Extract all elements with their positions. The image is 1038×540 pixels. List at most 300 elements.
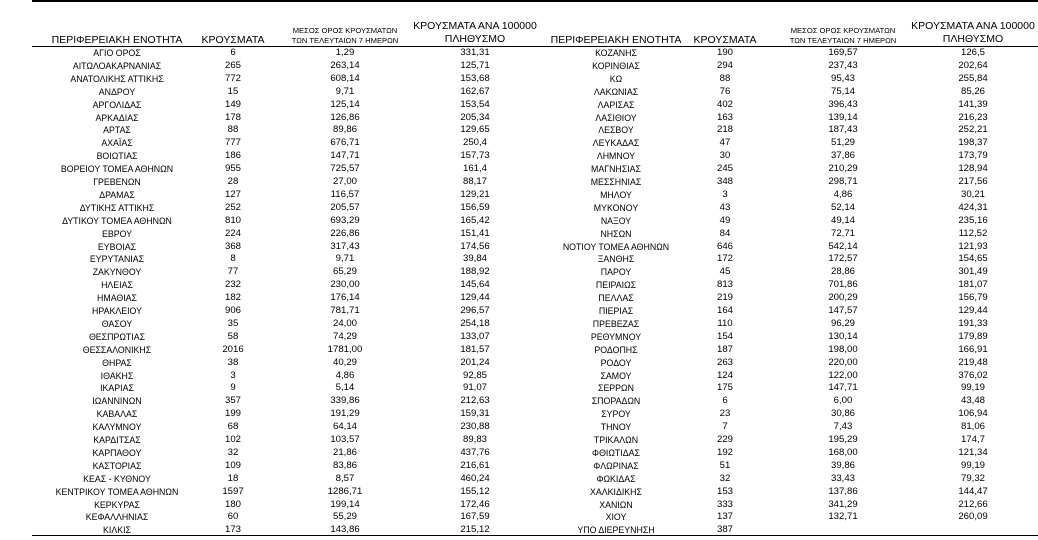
cases-cell: 163	[716, 111, 733, 123]
avg7-cell: 55,29	[332, 511, 357, 523]
cases-cell: 190	[716, 47, 733, 58]
cases-cell: 6	[230, 47, 236, 58]
header-avg7-left: ΜΕΣΟΣ ΟΡΟΣ ΚΡΟΥΣΜΑΤΩΝ ΤΩΝ ΤΕΛΕΥΤΑΙΩΝ 7 ΗΜΕΡΩΝ	[291, 26, 399, 45]
avg7-cell: 6,00	[833, 395, 853, 407]
cases-cell: 180	[224, 498, 241, 510]
avg7-cell: 65,29	[332, 266, 357, 278]
avg7-cell: 122,00	[828, 369, 858, 381]
region-cell: ΖΑΚΥΝΘΟΥ	[92, 267, 142, 278]
per100k-cell: 156,79	[958, 292, 988, 304]
cases-cell: 187	[716, 343, 733, 355]
avg7-cell: 125,14	[330, 98, 360, 110]
cases-cell: 906	[224, 305, 241, 316]
per100k-cell: 30,21	[960, 188, 985, 200]
region-cell: ΠΡΕΒΕΖΑΣ	[592, 318, 640, 329]
cases-cell: 30	[719, 150, 731, 162]
avg7-cell: 40,29	[332, 356, 357, 368]
table-row	[32, 357, 1038, 370]
region-cell: ΠΕΛΛΑΣ	[598, 293, 634, 304]
cases-cell: 23	[719, 408, 731, 420]
avg7-cell: 263,14	[330, 59, 360, 71]
per100k-cell: 153,68	[460, 72, 490, 84]
cases-cell: 102	[224, 434, 241, 445]
region-cell: ΒΟΡΕΙΟΥ ΤΟΜΕΑ ΑΘΗΝΩΝ	[60, 164, 174, 175]
avg7-cell: 198,00	[828, 343, 858, 355]
region-cell: ΜΥΚΟΝΟΥ	[593, 202, 639, 213]
region-cell: ΔΡΑΜΑΣ	[99, 189, 135, 200]
avg7-cell: 220,00	[828, 356, 858, 368]
per100k-cell: 172,46	[460, 498, 490, 510]
cases-cell: 1597	[222, 485, 244, 497]
region-cell: ΚΑΡΔΙΤΣΑΣ	[93, 435, 141, 445]
avg7-cell: 139,14	[828, 111, 858, 123]
region-cell: ΚΕΑΣ - ΚΥΘΝΟΥ	[83, 473, 151, 484]
cases-cell: 49	[719, 214, 731, 226]
table-row	[32, 473, 1038, 486]
cases-cell: 368	[224, 240, 241, 252]
cases-cell: 3	[230, 369, 236, 381]
region-cell: ΧΑΝΙΩΝ	[599, 499, 633, 510]
avg7-cell: 24,00	[332, 317, 357, 329]
region-cell: ΚΕΦΑΛΛΗΝΙΑΣ	[85, 512, 149, 523]
table-row	[32, 189, 1038, 202]
table-row	[32, 86, 1038, 99]
avg7-cell: 199,14	[330, 498, 360, 510]
per100k-cell: 91,07	[462, 382, 487, 394]
per100k-cell: 181,57	[460, 343, 490, 355]
cases-cell: 47	[719, 137, 731, 149]
avg7-cell: 226,86	[330, 227, 360, 239]
per100k-cell: 174,7	[960, 434, 985, 445]
per100k-cell: 296,57	[460, 305, 490, 316]
avg7-cell: 4,86	[335, 369, 355, 381]
cases-cell: 28	[227, 176, 239, 187]
per100k-cell: 121,93	[958, 240, 988, 252]
table-row	[32, 447, 1038, 460]
avg7-cell: 52,14	[830, 201, 855, 213]
per100k-cell: 424,31	[958, 201, 988, 213]
cases-cell: 810	[224, 214, 241, 226]
region-cell: ΣΥΡΟΥ	[601, 409, 631, 420]
cases-cell: 348	[716, 176, 733, 187]
per100k-cell: 165,42	[460, 214, 490, 226]
header-per100k-left: ΚΡΟΥΣΜΑΤΑ ΑΝΑ 100000 ΠΛΗΘΥΣΜΟ	[413, 20, 537, 45]
header-cases-right: ΚΡΟΥΣΜΑΤΑ	[693, 34, 757, 46]
cases-cell: 68	[227, 421, 239, 433]
avg7-cell: 39,86	[830, 459, 855, 471]
per100k-cell: 216,23	[958, 111, 988, 123]
region-cell: ΛΗΜΝΟΥ	[596, 151, 636, 162]
region-cell: ΠΕΙΡΑΙΩΣ	[595, 280, 637, 291]
avg7-cell: 27,00	[332, 176, 357, 187]
cases-cell: 58	[227, 330, 239, 342]
header-avg7-right: ΜΕΣΟΣ ΟΡΟΣ ΚΡΟΥΣΜΑΤΩΝ ΤΩΝ ΤΕΛΕΥΤΑΙΩΝ 7 ΗΜΕΡΩΝ	[789, 26, 897, 45]
table-row	[32, 47, 1038, 60]
region-cell: ΝΟΤΙΟΥ ΤΟΜΕΑ ΑΘΗΝΩΝ	[562, 241, 670, 252]
region-cell: ΡΕΘΥΜΝΟΥ	[590, 331, 642, 342]
cases-cell: 76	[719, 85, 731, 97]
table-row	[32, 382, 1038, 395]
avg7-cell: 542,14	[828, 240, 858, 252]
cases-cell: 45	[719, 266, 731, 278]
avg7-cell: 116,57	[330, 188, 360, 200]
cases-cell: 955	[224, 163, 241, 175]
avg7-cell: 147,71	[330, 150, 360, 162]
cases-cell: 88	[227, 124, 239, 136]
per100k-cell: 125,71	[460, 59, 490, 71]
table-row	[32, 202, 1038, 215]
cases-cell: 175	[716, 382, 733, 394]
region-cell: ΘΗΡΑΣ	[102, 357, 132, 368]
avg7-cell: 781,71	[330, 305, 360, 316]
cases-cell: 109	[224, 459, 241, 471]
table-row	[32, 499, 1038, 512]
per100k-cell: 205,34	[460, 111, 490, 123]
avg7-cell: 74,29	[332, 330, 357, 342]
per100k-cell: 129,65	[460, 124, 490, 136]
avg7-cell: 75,14	[830, 85, 855, 97]
region-cell: ΙΘΑΚΗΣ	[100, 370, 134, 381]
per100k-cell: 254,18	[460, 317, 490, 329]
avg7-cell: 676,71	[330, 137, 360, 149]
avg7-cell: 147,57	[828, 305, 858, 316]
table-row	[32, 292, 1038, 305]
per100k-cell: 154,65	[958, 253, 988, 265]
cases-cell: 182	[224, 292, 241, 304]
per100k-cell: 260,09	[958, 511, 988, 523]
region-cell: ΣΠΟΡΑΔΩΝ	[591, 396, 641, 407]
cases-cell: 813	[716, 279, 733, 291]
region-cell: ΤΡΙΚΑΛΩΝ	[593, 435, 639, 445]
cases-cell: 263	[716, 356, 733, 368]
table-row	[32, 73, 1038, 86]
cases-cell: 35	[227, 317, 239, 329]
cases-cell: 137	[716, 511, 733, 523]
avg7-cell: 64,14	[332, 421, 357, 433]
region-cell: ΣΕΡΡΩΝ	[598, 383, 634, 394]
table-row	[32, 305, 1038, 318]
avg7-cell: 143,86	[330, 524, 360, 536]
cases-cell: 60	[227, 511, 239, 523]
avg7-cell: 132,71	[828, 511, 858, 523]
avg7-cell: 30,86	[830, 408, 855, 420]
region-cell: ΠΑΡΟΥ	[600, 267, 632, 278]
avg7-cell: 169,57	[828, 47, 858, 58]
per100k-cell: 162,67	[460, 85, 490, 97]
cases-cell: 18	[227, 472, 239, 484]
avg7-cell: 147,71	[828, 382, 858, 394]
avg7-cell: 176,14	[330, 292, 360, 304]
region-cell: ΕΥΡΥΤΑΝΙΑΣ	[89, 254, 145, 265]
cases-cell: 265	[224, 59, 241, 71]
region-cell: ΑΡΚΑΔΙΑΣ	[95, 112, 139, 123]
avg7-cell: 341,29	[828, 498, 858, 510]
region-cell: ΕΒΡΟΥ	[101, 228, 133, 239]
per100k-cell: 191,33	[958, 317, 988, 329]
table-row	[32, 99, 1038, 112]
avg7-cell: 83,86	[332, 459, 357, 471]
region-cell: ΚΑΡΠΑΘΟΥ	[92, 447, 142, 458]
table-row	[32, 344, 1038, 357]
cases-cell: 110	[717, 317, 733, 329]
per100k-cell: 215,12	[460, 524, 490, 536]
avg7-cell: 168,00	[828, 446, 858, 458]
region-cell: ΦΩΚΙΔΑΣ	[596, 473, 636, 484]
cases-cell: 245	[716, 163, 733, 175]
avg7-cell: 200,29	[828, 292, 858, 304]
cases-cell: 9	[230, 382, 236, 394]
per100k-cell: 235,16	[958, 214, 988, 226]
per100k-cell: 301,49	[958, 266, 988, 278]
per100k-cell: 217,56	[958, 176, 988, 187]
avg7-cell: 172,57	[828, 253, 858, 265]
per100k-cell: 128,94	[958, 163, 988, 175]
cases-cell: 43	[719, 201, 731, 213]
cases-cell: 173	[224, 524, 241, 536]
region-cell: ΘΕΣΠΡΩΤΙΑΣ	[88, 331, 146, 342]
per100k-cell: 126,5	[960, 47, 985, 58]
avg7-cell: 693,29	[330, 214, 360, 226]
per100k-cell: 202,64	[958, 59, 988, 71]
avg7-cell: 28,86	[830, 266, 855, 278]
avg7-cell: 9,71	[335, 253, 355, 265]
per100k-cell: 99,19	[960, 382, 985, 394]
table-row	[32, 241, 1038, 254]
region-cell: ΘΑΣΟΥ	[101, 318, 133, 329]
cases-cell: 294	[716, 59, 733, 71]
cases-cell: 646	[716, 240, 733, 252]
per100k-cell: 159,31	[460, 408, 490, 420]
table-row	[32, 176, 1038, 189]
cases-cell: 192	[716, 446, 733, 458]
avg7-cell: 130,14	[828, 330, 858, 342]
per100k-cell: 198,37	[958, 137, 988, 149]
cases-cell: 387	[716, 524, 733, 536]
region-cell: ΔΥΤΙΚΗΣ ΑΤΤΙΚΗΣ	[79, 202, 155, 213]
cases-cell: 357	[224, 395, 241, 407]
per100k-cell: 460,24	[460, 472, 490, 484]
avg7-cell: 230,00	[330, 279, 360, 291]
per100k-cell: 167,59	[460, 511, 490, 523]
avg7-cell: 9,71	[335, 85, 355, 97]
avg7-cell: 187,43	[828, 124, 858, 136]
region-cell: ΚΟΖΑΝΗΣ	[595, 48, 637, 58]
region-cell: ΚΕΝΤΡΙΚΟΥ ΤΟΜΕΑ ΑΘΗΝΩΝ	[55, 486, 179, 497]
region-cell: ΝΗΣΩΝ	[600, 228, 632, 239]
region-cell: ΜΕΣΣΗΝΙΑΣ	[590, 177, 642, 187]
cases-cell: 777	[224, 137, 241, 149]
avg7-cell: 1781,00	[327, 343, 363, 355]
region-cell: ΛΑΣΙΘΙΟΥ	[595, 112, 637, 123]
cases-cell: 32	[719, 472, 731, 484]
region-cell: ΒΟΙΩΤΙΑΣ	[96, 151, 138, 162]
per100k-cell: 161,4	[462, 163, 487, 175]
per100k-cell: 174,56	[460, 240, 490, 252]
cases-cell: 232	[224, 279, 241, 291]
avg7-cell: 89,86	[332, 124, 357, 136]
table-row	[32, 421, 1038, 434]
table-row	[32, 395, 1038, 408]
per100k-cell: 133,07	[460, 330, 490, 342]
region-cell: ΚΕΡΚΥΡΑΣ	[94, 499, 140, 510]
region-cell: ΠΙΕΡΙΑΣ	[598, 306, 634, 316]
table-row	[32, 511, 1038, 524]
region-cell: ΔΥΤΙΚΟΥ ΤΟΜΕΑ ΑΘΗΝΩΝ	[62, 215, 172, 226]
header-cases-left: ΚΡΟΥΣΜΑΤΑ	[201, 34, 265, 46]
cases-cell: 219	[716, 292, 733, 304]
header-region-left: ΠΕΡΙΦΕΡΕΙΑΚΗ ΕΝΟΤΗΤΑ	[51, 34, 183, 46]
header-region-right: ΠΕΡΙΦΕΡΕΙΑΚΗ ΕΝΟΤΗΤΑ	[550, 34, 682, 46]
cases-cell: 333	[716, 498, 733, 510]
cases-cell: 229	[716, 434, 733, 445]
avg7-cell: 317,43	[330, 240, 360, 252]
region-cell: ΤΗΝΟΥ	[600, 422, 632, 433]
per100k-cell: 155,12	[460, 485, 490, 497]
cases-cell: 124	[716, 369, 733, 381]
region-cell: ΥΠΟ ΔΙΕΡΕΥΝΗΣΗ	[577, 525, 655, 536]
cases-cell: 252	[224, 201, 241, 213]
per100k-cell: 106,94	[958, 408, 988, 420]
avg7-cell: 33,43	[830, 472, 855, 484]
region-cell: ΕΥΒΟΙΑΣ	[97, 241, 137, 252]
cases-cell: 772	[224, 72, 241, 84]
avg7-cell: 137,86	[828, 485, 858, 497]
table-row	[32, 163, 1038, 176]
per100k-cell: 43,48	[960, 395, 985, 407]
cases-cell: 8	[230, 253, 236, 265]
per100k-cell: 141,39	[958, 98, 988, 110]
per100k-cell: 89,83	[462, 434, 487, 445]
bottom-border	[32, 535, 1038, 536]
table-row	[32, 253, 1038, 266]
region-cell: ΦΘΙΩΤΙΔΑΣ	[592, 447, 640, 458]
per100k-cell: 376,02	[958, 369, 988, 381]
avg7-cell: 205,57	[330, 201, 360, 213]
cases-cell: 199	[224, 408, 241, 420]
covid-table	[32, 0, 1038, 540]
cases-cell: 218	[716, 124, 733, 136]
table-row	[32, 370, 1038, 383]
table-row	[32, 150, 1038, 163]
region-cell: ΑΝΑΤΟΛΙΚΗΣ ΑΤΤΙΚΗΣ	[70, 73, 164, 84]
avg7-cell: 7,43	[833, 421, 853, 433]
per100k-cell: 79,32	[960, 472, 985, 484]
table-row	[32, 124, 1038, 137]
per100k-cell: 166,91	[958, 343, 988, 355]
top-border	[32, 0, 1038, 2]
cases-cell: 3	[722, 188, 728, 200]
per100k-cell: 88,17	[462, 176, 487, 187]
per100k-cell: 144,47	[958, 485, 988, 497]
region-cell: ΑΓΙΟ ΟΡΟΣ	[93, 48, 141, 58]
region-cell: ΚΑΒΑΛΑΣ	[96, 409, 138, 420]
cases-cell: 224	[224, 227, 241, 239]
avg7-cell: 396,43	[828, 98, 858, 110]
per100k-cell: 99,19	[960, 459, 985, 471]
cases-cell: 402	[716, 98, 733, 110]
region-cell: ΓΡΕΒΕΝΩΝ	[93, 177, 141, 187]
cases-cell: 88	[719, 72, 731, 84]
cases-cell: 51	[719, 459, 731, 471]
per100k-cell: 252,21	[958, 124, 988, 136]
per100k-cell: 92,85	[462, 369, 487, 381]
per100k-cell: 201,24	[460, 356, 490, 368]
cases-cell: 154	[716, 330, 733, 342]
region-cell: ΣΑΜΟΥ	[600, 370, 632, 381]
per100k-cell: 437,76	[460, 446, 490, 458]
avg7-cell: 1286,71	[327, 485, 363, 497]
cases-cell: 149	[224, 98, 241, 110]
avg7-cell: 4,86	[833, 188, 853, 200]
region-cell: ΚΩ	[609, 73, 623, 84]
table-row	[32, 331, 1038, 344]
region-cell: ΚΑΣΤΟΡΙΑΣ	[92, 460, 142, 471]
cases-cell: 172	[716, 253, 733, 265]
per100k-cell: 121,34	[958, 446, 988, 458]
region-cell: ΗΜΑΘΙΑΣ	[97, 293, 137, 304]
avg7-cell: 96,29	[830, 317, 855, 329]
per100k-cell: 216,61	[460, 459, 490, 471]
avg7-cell: 51,29	[830, 137, 855, 149]
avg7-cell: 237,43	[828, 59, 858, 71]
region-cell: ΡΟΔΟΥ	[600, 357, 632, 368]
table-row	[32, 215, 1038, 228]
region-cell: ΧΙΟΥ	[605, 512, 627, 523]
avg7-cell: 191,29	[330, 408, 360, 420]
avg7-cell: 210,29	[828, 163, 858, 175]
region-cell: ΚΑΛΥΜΝΟΥ	[92, 422, 142, 433]
region-cell: ΝΑΞΟΥ	[600, 215, 632, 226]
region-cell: ΑΡΤΑΣ	[103, 125, 131, 136]
table-row	[32, 60, 1038, 73]
table-row	[32, 434, 1038, 447]
cases-cell: 84	[719, 227, 731, 239]
cases-cell: 178	[224, 111, 241, 123]
table-row	[32, 460, 1038, 473]
table-row	[32, 279, 1038, 292]
region-cell: ΗΡΑΚΛΕΙΟΥ	[92, 306, 142, 316]
per100k-cell: 129,44	[460, 292, 490, 304]
region-cell: ΜΗΛΟΥ	[600, 189, 632, 200]
region-cell: ΛΑΡΙΣΑΣ	[597, 99, 635, 110]
header-row	[32, 18, 1038, 46]
avg7-cell: 21,86	[332, 446, 357, 458]
per100k-cell: 85,26	[960, 85, 985, 97]
per100k-cell: 188,92	[460, 266, 490, 278]
cases-cell: 77	[227, 266, 239, 278]
region-cell: ΛΕΣΒΟΥ	[598, 125, 634, 136]
cases-cell: 153	[716, 485, 733, 497]
region-cell: ΘΕΣΣΑΛΟΝΙΚΗΣ	[82, 344, 152, 355]
region-cell: ΚΙΛΚΙΣ	[103, 525, 131, 536]
region-cell: ΑΙΤΩΛΟΑΚΑΡΝΑΝΙΑΣ	[72, 60, 162, 71]
table-row	[32, 228, 1038, 241]
cases-cell: 2016	[222, 343, 244, 355]
avg7-cell: 608,14	[330, 72, 360, 84]
region-cell: ΞΑΝΘΗΣ	[597, 254, 635, 265]
avg7-cell: 339,86	[330, 395, 360, 407]
cases-cell: 127	[224, 188, 241, 200]
avg7-cell: 298,71	[828, 176, 858, 187]
per100k-cell: 153,54	[460, 98, 490, 110]
per100k-cell: 331,31	[460, 47, 490, 58]
region-cell: ΑΡΓΟΛΙΔΑΣ	[92, 99, 142, 110]
cases-cell: 164	[716, 305, 733, 316]
region-cell: ΛΕΥΚΑΔΑΣ	[592, 138, 640, 149]
table-row	[32, 112, 1038, 125]
per100k-cell: 151,41	[460, 227, 490, 239]
avg7-cell: 8,57	[335, 472, 355, 484]
